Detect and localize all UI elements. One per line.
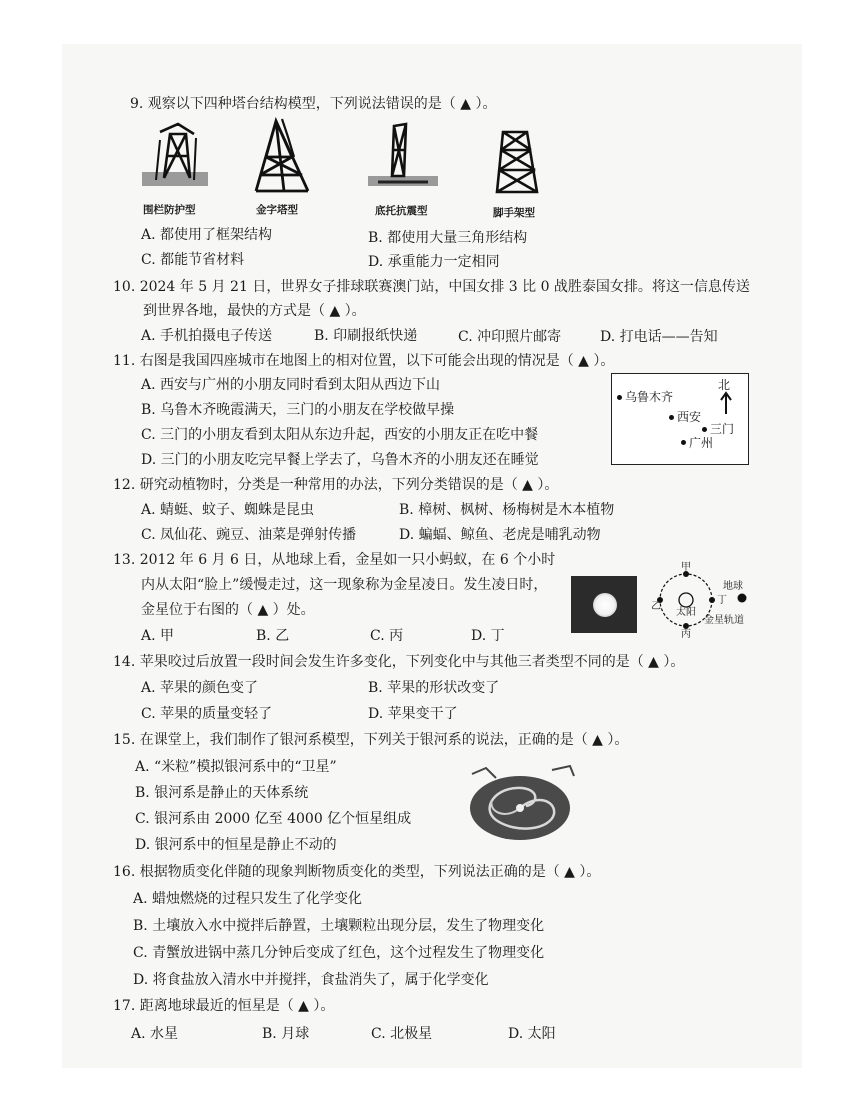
city-dot xyxy=(702,427,707,432)
q14-stem: 14. 苹果咬过后放置一段时间会发生许多变化，下列变化中与其他三者类型不同的是（ ▲ ）。 xyxy=(113,654,685,670)
city-map xyxy=(611,373,749,465)
q9-stem: 9. 观察以下四种塔台结构模型，下列说法错误的是（ ▲ ）。 xyxy=(130,96,497,112)
q9-caption-4: 脚手架型 xyxy=(493,207,535,219)
q16-stem: 16. 根据物质变化伴随的现象判断物质变化的类型，下列说法正确的是（ ▲ ）。 xyxy=(113,864,601,880)
q15-option-d: D. 银河系中的恒星是静止不动的 xyxy=(135,837,337,853)
q11-option-c: C. 三门的小朋友看到太阳从东边升起，西安的小朋友正在吃中餐 xyxy=(141,427,539,443)
q11-stem: 11. 右图是我国四座城市在地图上的相对位置，以下可能会出现的情况是（ ▲ ）。 xyxy=(113,353,615,369)
q16-option-a: A. 蜡烛燃烧的过程只发生了化学变化 xyxy=(133,891,363,907)
q15-option-b: B. 银河系是静止的天体系统 xyxy=(135,785,309,801)
q17-option-b: B. 月球 xyxy=(262,1026,310,1042)
q16-option-d: D. 将食盐放入清水中并搅拌，食盐消失了，属于化学变化 xyxy=(133,972,489,988)
q13-stem-line2: 内从太阳“脸上”缓慢走过，这一现象称为金星凌日。发生凌日时， xyxy=(141,577,548,593)
q11-option-d: D. 三门的小朋友吃完早餐上学去了，乌鲁木齐的小朋友还在睡觉 xyxy=(141,452,539,468)
q14-option-c: C. 苹果的质量变轻了 xyxy=(141,706,273,722)
q13-option-c: C. 丙 xyxy=(370,628,404,644)
q9-option-b: B. 都使用大量三角形结构 xyxy=(368,230,528,246)
venus-transit-photo xyxy=(571,576,637,633)
q17-option-c: C. 北极星 xyxy=(371,1026,433,1042)
city-dot xyxy=(669,415,674,420)
q14-option-d: D. 苹果变干了 xyxy=(368,706,458,722)
q16-option-b: B. 土壤放入水中搅拌后静置，土壤颗粒出现分层，发生了物理变化 xyxy=(133,918,545,934)
q10-option-a: A. 手机拍摄电子传送 xyxy=(141,328,273,344)
tower-guardrail-figure xyxy=(142,120,208,195)
q12-option-b: B. 樟树、枫树、杨梅树是木本植物 xyxy=(399,502,615,518)
q17-stem: 17. 距离地球最近的恒星是（ ▲ ）。 xyxy=(113,998,335,1014)
tower-base-seismic-figure xyxy=(368,120,438,196)
diagram-label-top: 甲 xyxy=(681,562,691,573)
galaxy-model-photo xyxy=(466,764,578,844)
tower-scaffold-figure xyxy=(493,128,543,198)
q13-stem-line1: 13. 2012 年 6 月 6 日，从地球上看，金星如一只小蚂蚁，在 6 个小时 xyxy=(113,552,556,568)
q13-stem-line3: 金星位于右图的（ ▲ ）处。 xyxy=(141,602,315,618)
north-label: 北 xyxy=(718,378,731,392)
diagram-label-earth: 地球 xyxy=(723,581,743,592)
diagram-label-sun: 太阳 xyxy=(676,607,696,618)
tower-pyramid-figure xyxy=(248,117,318,199)
city-dot xyxy=(617,395,622,400)
q12-option-c: C. 凤仙花、豌豆、油菜是弹射传播 xyxy=(141,527,357,543)
q11-option-a: A. 西安与广州的小朋友同时看到太阳从西边下山 xyxy=(141,377,441,393)
q9-option-a: A. 都使用了框架结构 xyxy=(141,227,273,243)
city-label-urumqi: 乌鲁木齐 xyxy=(625,390,674,404)
diagram-label-bottom: 丙 xyxy=(681,629,691,640)
q10-stem-line2: 到世界各地，最快的方式是（ ▲ ）。 xyxy=(143,303,366,319)
diagram-label-right: 丁 xyxy=(717,595,727,606)
q14-option-b: B. 苹果的形状改变了 xyxy=(368,680,500,696)
q9-caption-1: 围栏防护型 xyxy=(143,204,196,216)
q9-caption-3: 底托抗震型 xyxy=(375,205,428,217)
diagram-label-left: 乙 xyxy=(651,601,661,612)
city-label-xian: 西安 xyxy=(677,410,702,424)
city-dot xyxy=(681,440,686,445)
q10-option-d: D. 打电话——告知 xyxy=(600,329,718,345)
q9-option-d: D. 承重能力一定相同 xyxy=(368,254,500,270)
q10-stem-line1: 10. 2024 年 5 月 21 日，世界女子排球联赛澳门站，中国女排 3 比 0 战胜泰国女排。将这一信息传送 xyxy=(113,279,750,295)
q13-option-a: A. 甲 xyxy=(141,628,175,644)
diagram-label-orbit: 金星轨道 xyxy=(704,615,744,626)
q13-option-b: B. 乙 xyxy=(256,628,290,644)
q15-option-a: A. “米粒”模拟银河系中的“卫星” xyxy=(135,759,337,775)
q12-option-d: D. 蝙蝠、鲸鱼、老虎是哺乳动物 xyxy=(399,527,601,543)
q10-option-b: B. 印刷报纸快递 xyxy=(314,328,418,344)
q13-option-d: D. 丁 xyxy=(471,628,505,644)
city-label-guangzhou: 广州 xyxy=(689,436,714,450)
q15-option-c: C. 银河系由 2000 亿至 4000 亿个恒星组成 xyxy=(135,811,412,827)
q9-caption-2: 金字塔型 xyxy=(256,204,298,216)
q17-option-d: D. 太阳 xyxy=(508,1026,556,1042)
q16-option-c: C. 青蟹放进锅中蒸几分钟后变成了红色，这个过程发生了物理变化 xyxy=(133,945,545,961)
q15-stem: 15. 在课堂上，我们制作了银河系模型，下列关于银河系的说法，正确的是（ ▲ ）。 xyxy=(113,732,629,748)
q9-option-c: C. 都能节省材料 xyxy=(141,252,245,268)
north-arrow-icon xyxy=(719,391,733,415)
q14-option-a: A. 苹果的颜色变了 xyxy=(141,680,259,696)
q12-stem: 12. 研究动植物时，分类是一种常用的办法，下列分类错误的是（ ▲ ）。 xyxy=(113,477,559,493)
q12-option-a: A. 蜻蜓、蚊子、蜘蛛是昆虫 xyxy=(141,502,315,518)
city-label-sanmen: 三门 xyxy=(710,422,735,436)
q17-option-a: A. 水星 xyxy=(131,1026,179,1042)
q11-option-b: B. 乌鲁木齐晚霞满天，三门的小朋友在学校做早操 xyxy=(141,402,455,418)
q10-option-c: C. 冲印照片邮寄 xyxy=(458,329,562,345)
